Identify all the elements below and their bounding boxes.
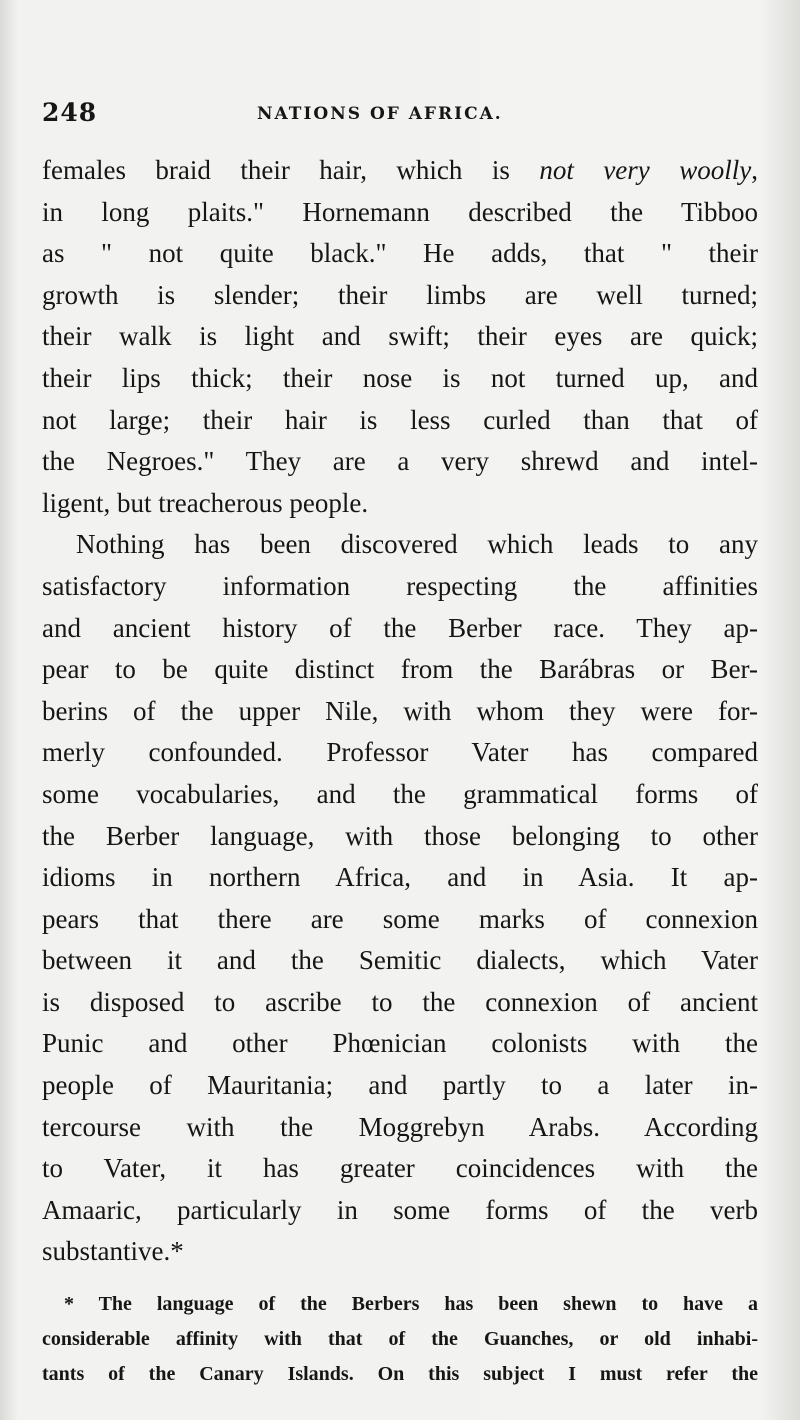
text-line: Punic and other Phœnician colonists with the xyxy=(42,1028,758,1059)
running-head: NATIONS OF AFRICA. xyxy=(257,104,503,124)
footnote-line: tants of the Canary Islands. On this subject I must refer the xyxy=(42,1363,758,1385)
text-line: is disposed to ascribe to the connexion of ancient xyxy=(42,986,758,1017)
text-line: pears that there are some marks of connexion xyxy=(42,903,758,934)
footnote xyxy=(42,1287,758,1392)
text-line: some vocabularies, and the grammatical forms of xyxy=(42,778,758,809)
text-line: and ancient history of the Berber race. They ap- xyxy=(42,612,758,643)
text-line: Amaaric, particularly in some forms of the verb xyxy=(42,1194,758,1225)
text-line: not large; their hair is less curled than that of xyxy=(42,404,758,435)
text-line: pear to be quite distinct from the Barábras or Ber- xyxy=(42,654,758,685)
text-line: as " not quite black." He adds, that " their xyxy=(42,238,758,269)
text-line: satisfactory information respecting the affinities xyxy=(42,570,758,601)
text-line: between it and the Semitic dialects, which Vater xyxy=(42,945,758,976)
text-line: merly confounded. Professor Vater has compared xyxy=(42,737,758,768)
text-line: ligent, but treacherous people. xyxy=(42,487,369,518)
text-line: berins of the upper Nile, with whom they were for- xyxy=(42,695,758,726)
text-line: tercourse with the Moggrebyn Arabs. According xyxy=(42,1111,758,1142)
text-line: idioms in northern Africa, and in Asia. It ap- xyxy=(42,862,758,893)
body-text xyxy=(42,150,758,1273)
page-header xyxy=(42,98,758,134)
text-line: substantive.* xyxy=(42,1236,184,1267)
text-line: in long plaits." Hornemann described the Tibboo xyxy=(42,196,758,227)
page-number: 248 xyxy=(42,98,98,127)
text-line: people of Mauritania; and partly to a later in- xyxy=(42,1070,758,1101)
text-line: the Negroes." They are a very shrewd and intel- xyxy=(42,446,758,477)
footnote-line: * The language of the Berbers has been shewn to have a xyxy=(64,1293,758,1315)
text-line: the Berber language, with those belonging to other xyxy=(42,820,758,851)
text-line: their walk is light and swift; their eyes are quick; xyxy=(42,321,758,352)
text-line: growth is slender; their limbs are well turned; xyxy=(42,279,758,310)
text-line: females braid their hair, which is not very woolly, xyxy=(42,155,758,185)
text-line: to Vater, it has greater coincidences with the xyxy=(42,1153,758,1184)
footnote-line: considerable affinity with that of the Guanches, or old inhabi- xyxy=(42,1328,758,1350)
paragraph-first-line: Nothing has been discovered which leads to any xyxy=(76,529,758,560)
text-line: their lips thick; their nose is not turned up, and xyxy=(42,362,758,393)
